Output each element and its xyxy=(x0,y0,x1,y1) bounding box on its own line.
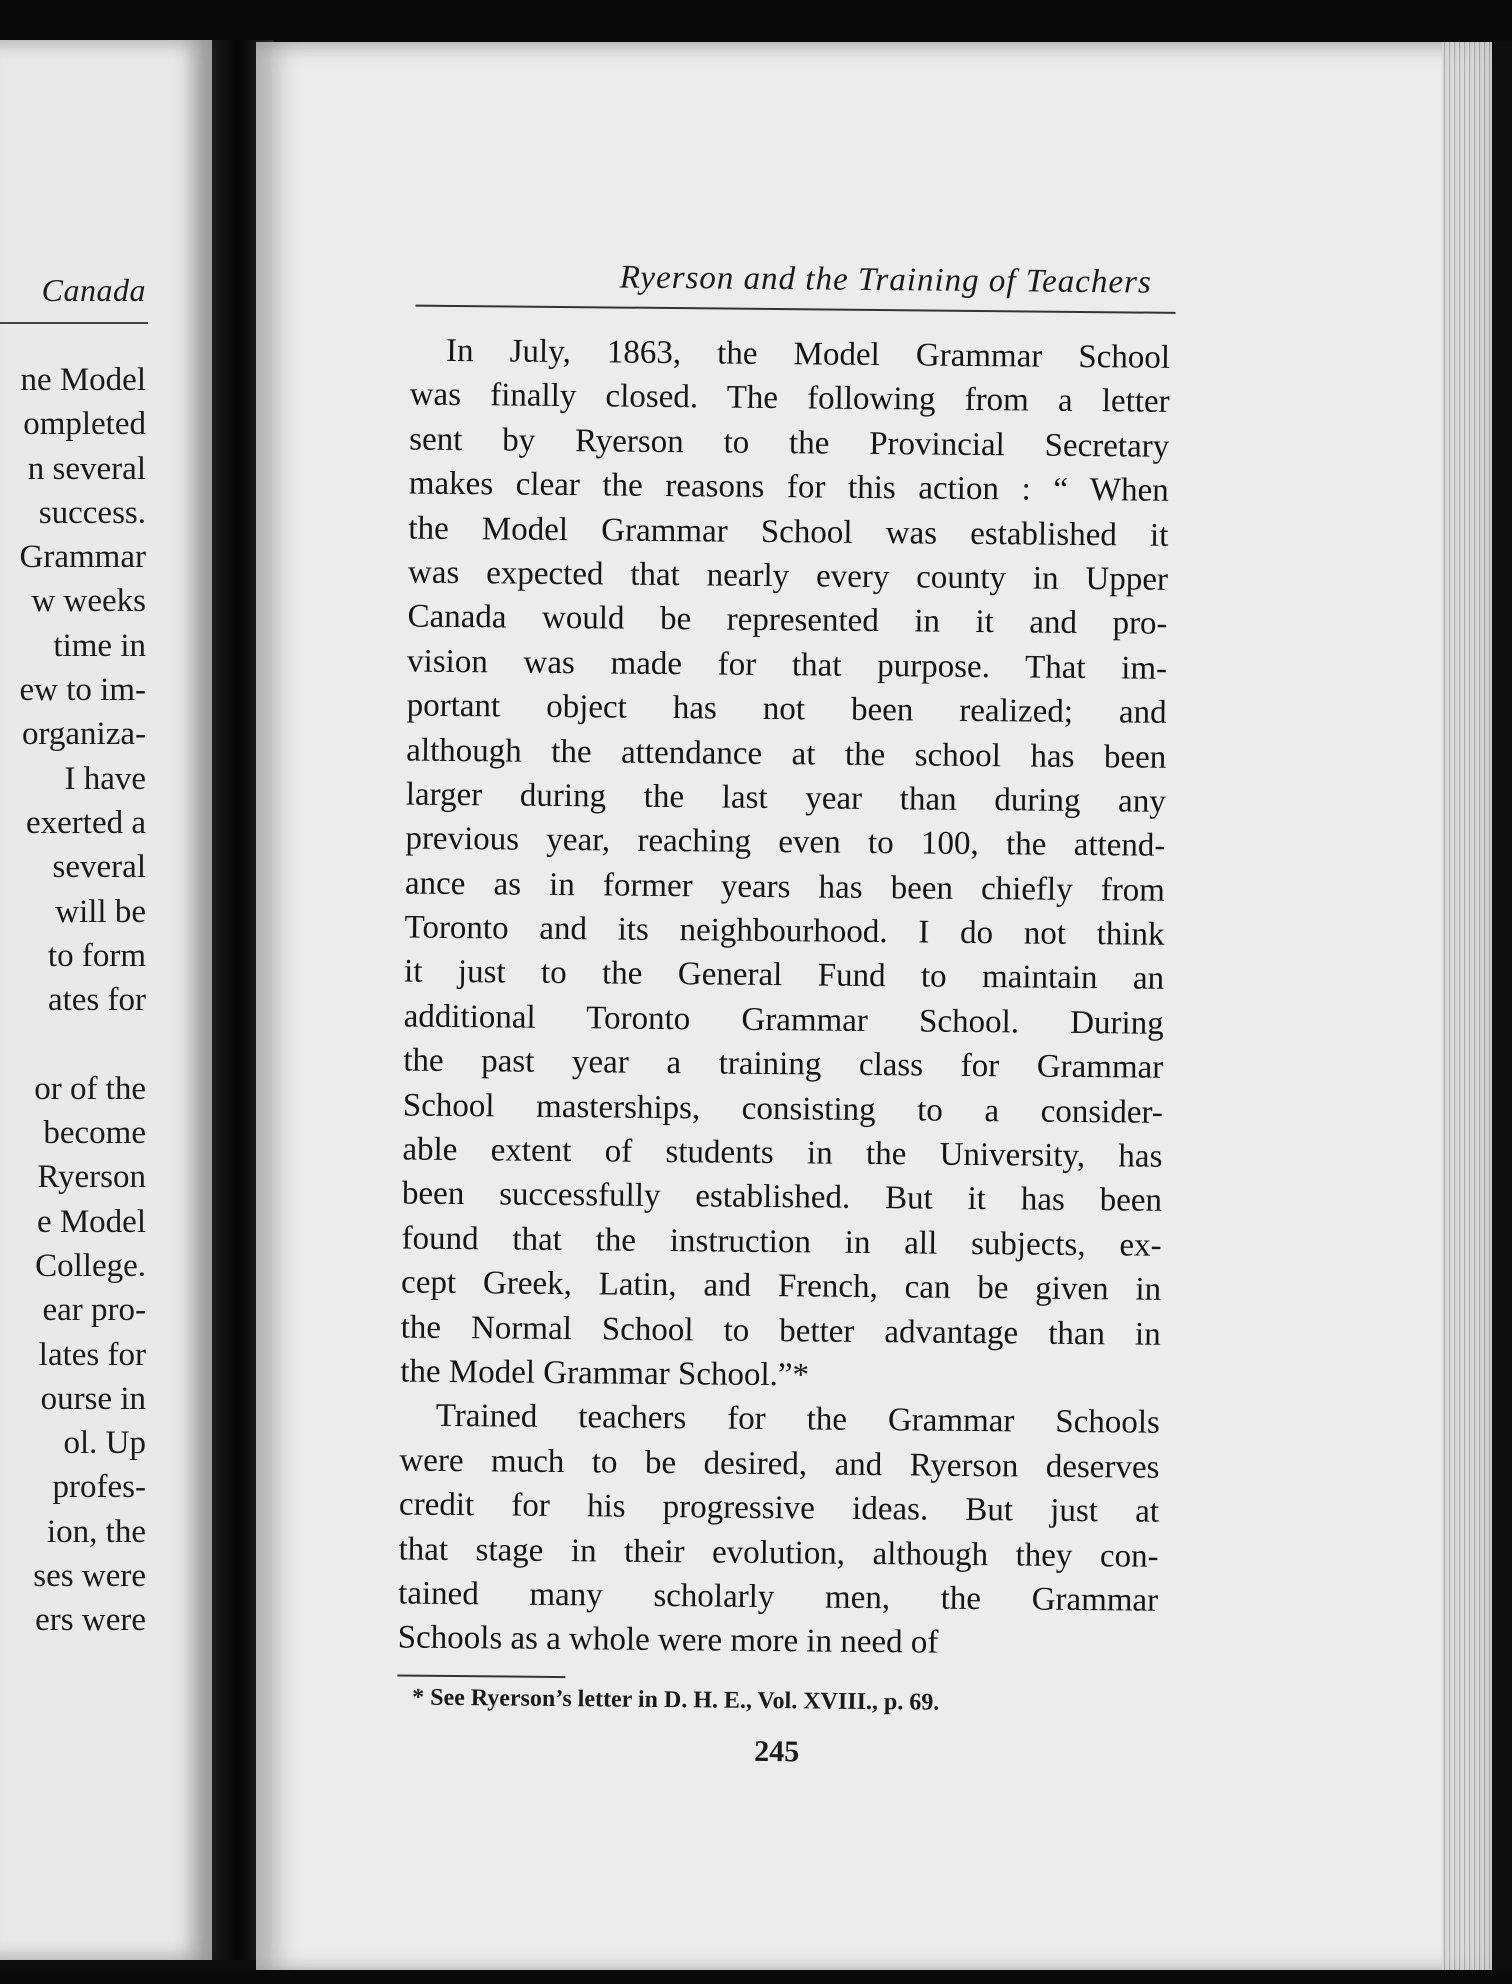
scan-top-border xyxy=(0,0,1512,42)
left-text-line: College. xyxy=(35,1247,146,1284)
left-text-line: ses were xyxy=(33,1558,146,1595)
text-line: the Model Grammar School.”* xyxy=(400,1353,810,1394)
left-text-line: success. xyxy=(38,494,146,531)
header-rule xyxy=(416,305,1176,314)
left-text-line: lates for xyxy=(38,1336,146,1373)
left-text-line: ion, the xyxy=(47,1513,146,1550)
left-text-line: ew to im- xyxy=(19,672,146,709)
text-line: additional Toronto Grammar School. During xyxy=(403,998,1164,1042)
page-edges xyxy=(1442,42,1492,1974)
running-head: Ryerson and the Training of Teachers xyxy=(619,259,1152,301)
text-line: was expected that nearly every county in Upper xyxy=(407,554,1169,598)
text-line: the past year a training class for Grammar xyxy=(403,1042,1164,1087)
left-text-line: or of the xyxy=(34,1070,146,1107)
text-line: it just to the General Fund to maintain an xyxy=(403,953,1165,998)
left-text-line: n several xyxy=(27,450,146,487)
left-page-text xyxy=(0,358,146,1643)
text-line: were much to be desired, and Ryerson deserves xyxy=(399,1442,1160,1486)
text-line: Trained teachers for the Grammar Schools xyxy=(435,1398,1161,1442)
body-text xyxy=(343,328,1171,1667)
text-line: sent by Ryerson to the Provincial Secretary xyxy=(409,421,1170,465)
text-line: portant object has not been realized; and xyxy=(406,687,1167,731)
footnote-rule xyxy=(397,1674,565,1678)
left-page xyxy=(0,40,212,1960)
text-line: the Model Grammar School was established it xyxy=(408,510,1169,554)
text-line: was finally closed. The following from a letter xyxy=(409,376,1170,421)
text-line: In July, 1863, the Model Grammar School xyxy=(445,332,1171,376)
text-line: able extent of students in the University, has xyxy=(402,1131,1163,1175)
left-text-line: will be xyxy=(55,893,146,930)
left-text-line: ne Model xyxy=(20,362,146,398)
left-text-line: organiza- xyxy=(22,716,146,753)
text-line: Schools as a whole were more in need of xyxy=(397,1619,939,1661)
left-header-rule xyxy=(0,322,148,324)
text-line: ance as in former years has been chiefly from xyxy=(404,865,1166,909)
left-text-line: ol. Up xyxy=(63,1425,146,1462)
left-text-line: exerted a xyxy=(26,804,146,841)
text-line: although the attendance at the school has been xyxy=(406,732,1167,776)
left-text-line: w weeks xyxy=(31,583,146,620)
text-line: credit for his progressive ideas. But just at xyxy=(398,1486,1160,1530)
left-text-line: Ryerson xyxy=(37,1159,146,1196)
left-text-line xyxy=(0,1022,146,1066)
page-number: 245 xyxy=(754,1734,800,1769)
left-text-line: profes- xyxy=(52,1469,146,1506)
text-line: larger during the last year than during any xyxy=(405,776,1166,820)
left-text-line: ates for xyxy=(47,982,146,1019)
text-line: that stage in their evolution, although they con- xyxy=(398,1531,1159,1575)
left-text-line: become xyxy=(43,1115,146,1152)
text-line: the Normal School to better advantage than in xyxy=(400,1309,1161,1353)
footnote: * See Ryerson’s letter in D. H. E., Vol. XVIII., p. 69. xyxy=(412,1684,940,1716)
left-text-line: ers were xyxy=(35,1602,146,1639)
left-text-line: ourse in xyxy=(40,1380,146,1417)
text-line: vision was made for that purpose. That im- xyxy=(406,643,1168,687)
left-text-line: e Model xyxy=(36,1203,146,1240)
right-page xyxy=(256,42,1492,1974)
text-line: School masterships, consisting to a consider- xyxy=(402,1087,1163,1131)
left-text-line: time in xyxy=(53,627,146,664)
text-line: Toronto and its neighbourhood. I do not think xyxy=(404,909,1165,953)
text-line: tained many scholarly men, the Grammar xyxy=(398,1575,1159,1619)
left-text-line: several xyxy=(52,849,146,886)
left-text-line: ompleted xyxy=(23,406,146,443)
left-text-line: to form xyxy=(47,937,146,974)
text-line: makes clear the reasons for this action : “ When xyxy=(408,465,1169,509)
text-line: previous year, reaching even to 100, the attend- xyxy=(405,820,1166,865)
left-text-line: ear pro- xyxy=(42,1292,146,1329)
scan-bottom-border xyxy=(0,1970,1512,1984)
text-line: cept Greek, Latin, and French, can be given in xyxy=(400,1264,1162,1308)
left-text-line: I have xyxy=(64,760,146,797)
text-block xyxy=(342,257,1396,1775)
text-line: found that the instruction in all subjects, ex- xyxy=(401,1220,1162,1264)
left-running-head: Canada xyxy=(41,272,146,308)
text-line: Canada would be represented in it and pro- xyxy=(407,598,1168,643)
text-line: been successfully established. But it has been xyxy=(401,1175,1163,1220)
left-text-line: Grammar xyxy=(19,539,146,576)
